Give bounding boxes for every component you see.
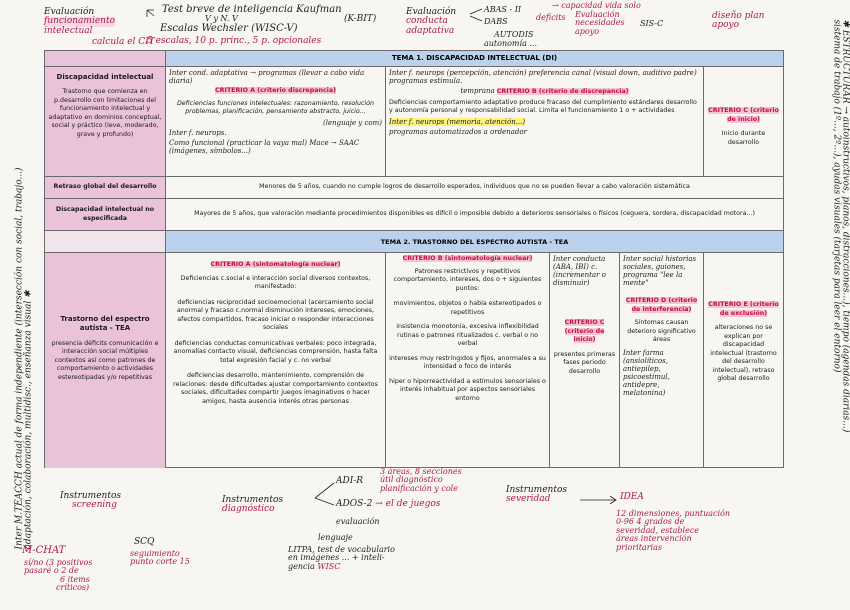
t2-d-text: Síntomas causan deterioro significativo áreas <box>627 319 696 344</box>
retraso-text: Menores de 5 años, cuando no cumple logros de desarrollo esperados, individuos que no se pueden llevar a cabo valoración sistemática <box>165 177 783 199</box>
di-label: Discapacidad intelectual <box>56 73 154 81</box>
note-eval-conducta: Evaluación conducta adaptativa <box>406 7 457 36</box>
row-retraso <box>45 176 783 198</box>
t2-a-item-3: deficiencias desarrollo, mantenimiento, comprensión de relaciones: desde dificultades ajustar comportamiento contextos sociales, dificultades compartir juegos imaginativos o hacer amigos, hasta ausencia interés otras personas <box>173 372 378 405</box>
t1-a-note4: Como funcional (practicar la vaya mal) Mace → SAAC (imágenes, símbolos...) <box>169 138 360 155</box>
t2-c-note: Inter conducta (ABA, IBI) c. (incrementar o disminuir) <box>553 255 606 288</box>
row-no-especificada <box>45 198 783 230</box>
note-right-side: ✱ ESTRUCTURAR → autoinstructivos, planos, distracciones...), tiempo (agendas diarias...) sistema de trabajo (1º..., 2º...), ayudas visuales (tarjetas para leer el entorno) <box>831 19 850 433</box>
note-autodis: AUTODIS <box>494 30 534 39</box>
note-vyn: V y N. V <box>205 14 238 23</box>
note-adi: ADI-R <box>336 476 364 486</box>
retraso-label: Retraso global del desarrollo <box>45 177 165 199</box>
row-tea <box>45 252 783 467</box>
t1-a-note2: (lenguaje y com) <box>322 118 382 127</box>
note-ados: ADOS-2 → el de juegos <box>336 499 441 509</box>
note-escalas: Escalas Wechsler (WISC-V) <box>160 23 298 34</box>
t2-d-note2: Inter farma (ansiolíticos, antiepilep, psicoestimul, antidepre, melatonina) <box>623 348 670 397</box>
t1-b-temprana: temprana <box>460 87 495 96</box>
note-adi-desc: 3 áreas, 8 secciones útil diagnóstico planificación y cole <box>380 467 462 493</box>
t2-criterio-d <box>619 253 703 468</box>
note-kbit: (K-BIT) <box>344 14 377 24</box>
t2-d-note: Inter social historias sociales, guiones, programa "lee la mente" <box>623 255 697 288</box>
t1-b-title: CRITERIO B (criterio de discrepancia) <box>496 88 629 96</box>
t2-a-title: CRITERIO A (sintomatología nuclear) <box>210 261 341 268</box>
note-sis: SIS-C <box>640 19 664 28</box>
row-di <box>45 66 783 176</box>
note-test-breve: Test breve de inteligencia Kaufman <box>162 4 342 15</box>
t1-b-text: Deficiencias comportamiento adaptativo produce fracaso del cumplimiento estándares desarrollo y autonomía personal y responsabilidad social. Limita el funcionamiento 1 o + actividades <box>389 98 697 115</box>
t2-a-intro: Deficiencias c.social e interacción social diversos contextos, manifestado: <box>180 274 371 290</box>
note-calcula-cit: calcula el CIT <box>92 37 155 47</box>
t1-c-text: Inicio durante desarrollo <box>721 130 766 146</box>
t1-a-note3: Inter f. neurops. <box>169 128 227 137</box>
note-scq: SCQ <box>134 537 155 547</box>
t2-criterio-a <box>165 253 385 468</box>
note-mchat: M-CHAT <box>22 545 66 556</box>
t1-b-note2: Inter f. neurops (memoria, atención...) <box>389 117 526 126</box>
note-litpa: LITPA, test de vocabulario en imágenes ... + inteli- gencia WISC <box>288 545 395 571</box>
tea-label: Trastorno del espectro autista - TEA <box>60 315 150 333</box>
t1-a-note-top: Inter cond. adaptativa → programas (llevar a cabo vida diaria) <box>169 69 365 86</box>
tea-label-cell <box>45 253 165 468</box>
t2-criterio-e <box>703 253 783 468</box>
t2-a-item-2: deficiencias conductas comunicativas verbales: poco integrada, anomalías contacto visual, deficiencias comprensión, hasta falta total expresión facial y c. no verbal <box>173 339 378 364</box>
t1-b-note3: programas automatizados a ordenador <box>389 127 527 136</box>
t2-b-title: CRITERIO B (sintomatología nuclear) <box>402 255 533 262</box>
t2-c-title: CRITERIO C (criterio de inicio) <box>564 319 605 344</box>
note-deficits: deficits <box>536 13 566 22</box>
note-autonomia: autonomía ... <box>484 39 538 48</box>
note-lenguaje: lenguaje <box>318 533 353 542</box>
note-scq-desc: seguimiento punto corte 15 <box>130 549 190 567</box>
note-capacidad: → capacidad vida solo <box>552 1 641 10</box>
blank-label <box>45 51 165 66</box>
ne-label: Discapacidad intelectual no especificada <box>45 199 165 231</box>
row-tema2-title <box>45 230 783 252</box>
note-dabs: DABS <box>484 17 508 26</box>
t1-criterio-a <box>165 67 385 177</box>
t2-d-title: CRITERIO D (criterio de interferencia) <box>625 297 698 313</box>
note-screening: Instrumentos screening <box>60 491 121 511</box>
tea-desc: presencia déficits comunicación e interacción social múltiples contextos así como patrones de comportamiento o actividades estereotipadas y/o repetitivas <box>51 339 159 381</box>
t2-a-item-1: deficiencias reciprocidad socioemocional (acercamiento social anormal y fracaso c.normal disminución intereses, emociones, afectos compartidos, fracaso iniciar o responder interacciones sociales <box>176 298 375 331</box>
blank-label-2 <box>45 231 165 253</box>
di-label-cell <box>45 67 165 177</box>
note-idea-desc: 12 dimensiones, puntuación 0-96 4 grados de severidad, establece áreas intervención prioritarias <box>616 509 731 552</box>
t2-b-item-2: insistencia monotonía, excesiva inflexibilidad rutinas o patrones ritualizados c. verbal o no verbal <box>396 323 539 347</box>
summary-table <box>44 50 784 468</box>
tema2-title: TEMA 2. TRASTORNO DEL ESPECTRO AUTISTA - TEA <box>165 231 783 253</box>
note-escalas2: 5 escalas, 10 p. princ., 5 p. opcionales <box>147 36 322 46</box>
note-left-side: Inter M.TEACCH actual de forma independiente (intersección con social, trabajo...) adaptación, colaboración, multidisc., enseñanza visual ✱ <box>14 167 34 550</box>
t2-criterio-b <box>385 253 549 468</box>
t2-b-item-1: movimientos, objetos o habla estereotipados o repetitivos <box>393 300 542 316</box>
note-abas: ABAS - II <box>484 5 522 14</box>
t2-c-text: presentes primeras fases periodo desarrollo <box>553 350 616 375</box>
t2-e-title: CRITERIO E (criterio de exclusión) <box>708 301 779 317</box>
t2-criterio-c <box>549 253 619 468</box>
t1-criterio-c <box>703 67 783 177</box>
t2-b-intro: Patrones restrictivos y repetitivos comportamiento, intereses, dos o + siguientes puntos: <box>393 267 542 292</box>
note-idea: IDEA <box>620 492 644 502</box>
t1-a-title: CRITERIO A (criterio discrepancia) <box>215 87 336 95</box>
ne-text: Mayores de 5 años, que valoración mediante procedimientos disponibles es difícil o imposible debido a deterioros sensoriales o físicos (ceguera, sordera, discapacidad motora...) <box>165 199 783 231</box>
note-eval-necesidades: Evaluación necesidades apoyo <box>575 10 625 36</box>
tema1-title: TEMA 1. DISCAPACIDAD INTELECTUAL (DI) <box>165 51 783 66</box>
t2-e-text: alteraciones no se explican por discapacidad intelectual (trastorno del desarrollo intelectual), retraso global desarrollo <box>710 324 777 382</box>
t2-b-item-4: hiper o hiporreactividad a estímulos sensoriales o interés inhabitual por aspectos sensoriales entorno <box>389 377 546 402</box>
note-severidad: Instrumentos severidad <box>506 485 567 505</box>
di-desc: Trastorno que comienza en p.desarrollo con limitaciones del funcionamiento intelectual y adaptativo en dominios conceptual, social y práctico (leve, moderado, grave y profundo) <box>48 88 162 138</box>
note-mchat-desc: sí/no (3 positivos pasaré o 2 de 6 items críticos) <box>24 558 93 593</box>
note-diseno: diseño plan apoyo <box>712 11 765 31</box>
note-evaluacion: evaluación <box>336 517 380 526</box>
note-evaluacion-funcionamiento: Evaluación funcionamiento intelectual <box>44 7 115 36</box>
t2-b-item-3: intereses muy restringidos y fijos, anormales a su intensidad o foco de interés <box>389 354 546 370</box>
t1-c-title: CRITERIO C (criterio de inicio) <box>708 107 779 123</box>
t1-criterio-b <box>385 67 703 177</box>
t1-a-text: Deficiencias funciones intelectuales: razonamiento, resolución problemas, planificación, pensamiento abstracto, juicio... <box>176 99 375 116</box>
t1-b-note-top: Inter f. neurops (percepción, atención) preferencia canal (visual down, auditivo padre) programas estimula. <box>389 69 697 86</box>
note-diagnostico: Instrumentos diagnóstico <box>222 495 283 515</box>
